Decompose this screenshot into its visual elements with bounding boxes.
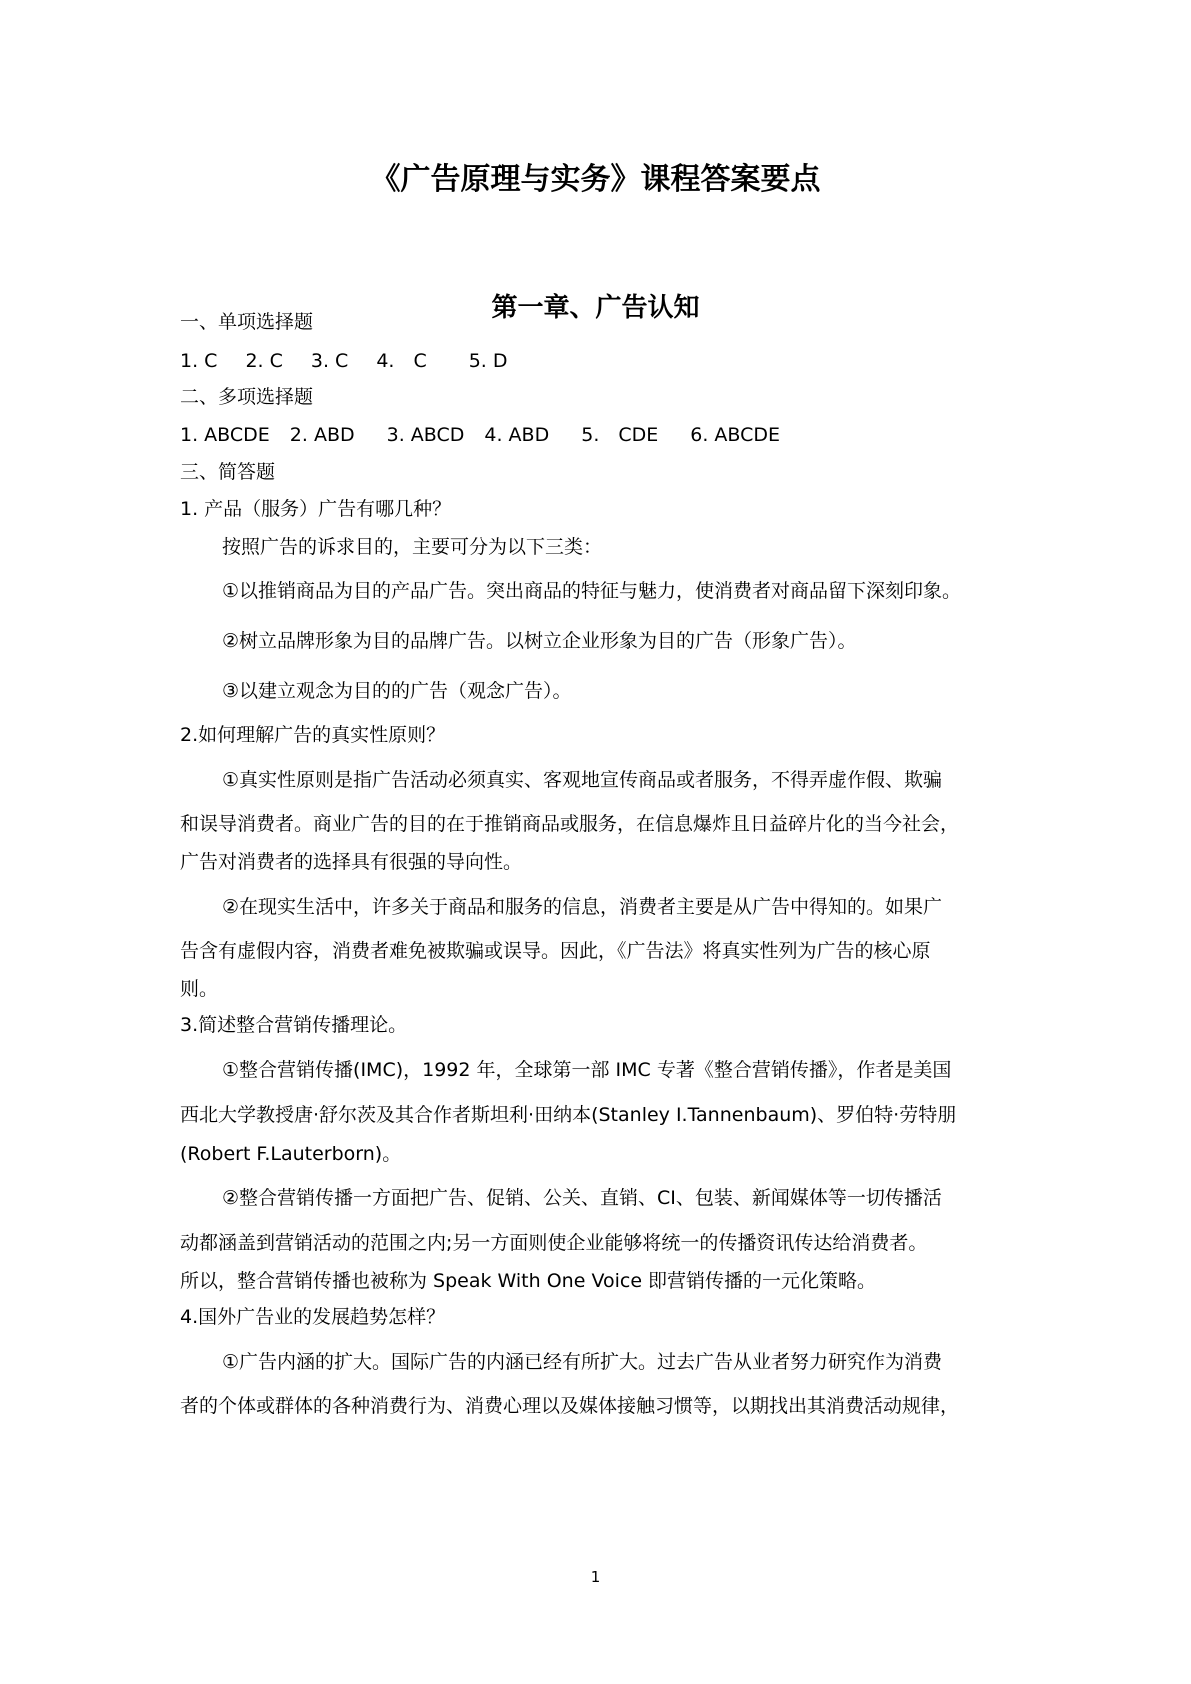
question-1-answer-1: ①以推销商品为目的产品广告。突出商品的特征与魅力，使消费者对商品留下深刻印象。 [222,580,962,602]
chapter-title: 第一章、广告认知 [491,293,700,323]
section-heading-single-choice: 一、单项选择题 [180,311,314,333]
question-3-paragraph-2-line-2: 动都涵盖到营销活动的范围之内;另一方面则使企业能够将统一的传播资讯传达给消费者。 [180,1232,928,1254]
document-title: 《广告原理与实务》课程答案要点 [370,162,821,197]
answer-item: 4. ABD [484,424,550,446]
question-1-intro: 按照广告的诉求目的，主要可分为以下三类： [222,536,603,558]
answer-item: 3. ABCD [386,424,465,446]
question-3-paragraph-2-line-3: 所以，整合营销传播也被称为 Speak With One Voice 即营销传播的一元化策略。 [180,1270,877,1292]
question-1: 1. 产品（服务）广告有哪几种？ [180,498,452,520]
answer-item: 1. C [180,350,218,372]
answer-item: 6. ABCDE [690,424,781,446]
question-2-paragraph-2-line-1: ②在现实生活中，许多关于商品和服务的信息，消费者主要是从广告中得知的。如果广 [222,896,943,918]
question-4: 4.国外广告业的发展趋势怎样？ [180,1306,446,1328]
question-2-paragraph-1-line-2: 和误导消费者。商业广告的目的在于推销商品或服务，在信息爆炸且日益碎片化的当今社会， [180,813,960,835]
question-2-paragraph-2-line-3: 则。 [180,978,219,1000]
question-3-paragraph-2-line-1: ②整合营销传播一方面把广告、促销、公关、直销、CI、包装、新闻媒体等一切传播活 [222,1187,942,1209]
answer-item: 5. D [468,350,508,372]
question-2: 2.如何理解广告的真实性原则？ [180,724,446,746]
answer-item: 5. CDE [581,424,659,446]
question-3-paragraph-1-line-2: 西北大学教授唐·舒尔茨及其合作者斯坦利·田纳本(Stanley I.Tannenbaum)、罗伯特·劳特朋 [180,1104,957,1126]
question-1-answer-3: ③以建立观念为目的的广告（观念广告）。 [222,680,572,702]
question-2-paragraph-1-line-3: 广告对消费者的选择具有很强的导向性。 [180,851,523,873]
section-heading-short-answer: 三、简答题 [180,461,276,483]
answer-item: 1. ABCDE [180,424,270,446]
multi-choice-answers [180,423,1010,447]
question-4-paragraph-1-line-2: 者的个体或群体的各种消费行为、消费心理以及媒体接触习惯等，以期找出其消费活动规律， [180,1395,960,1417]
answer-item: 2. ABD [289,424,355,446]
question-2-paragraph-1-line-1: ①真实性原则是指广告活动必须真实、客观地宣传商品或者服务，不得弄虚作假、欺骗 [222,769,943,791]
question-1-answer-2: ②树立品牌形象为目的品牌广告。以树立企业形象为目的广告（形象广告）。 [222,630,857,652]
section-heading-multi-choice: 二、多项选择题 [180,386,314,408]
question-3: 3.简述整合营销传播理论。 [180,1014,408,1036]
answer-item: 4. C [376,350,427,372]
answer-item: 3. C [310,350,349,372]
question-2-paragraph-2-line-2: 告含有虚假内容，消费者难免被欺骗或误导。因此，《广告法》将真实性列为广告的核心原 [180,940,931,962]
single-choice-answers [180,349,1010,373]
question-3-paragraph-1-line-1: ①整合营销传播(IMC)，1992 年，全球第一部 IMC 专著《整合营销传播》，作者是美国 [222,1059,952,1081]
question-3-paragraph-1-line-3: (Robert F.Lauterborn)。 [180,1143,402,1165]
answer-item: 2. C [245,350,283,372]
question-4-paragraph-1-line-1: ①广告内涵的扩大。国际广告的内涵已经有所扩大。过去广告从业者努力研究作为消费 [222,1351,943,1373]
page-number: 1 [590,1568,601,1586]
